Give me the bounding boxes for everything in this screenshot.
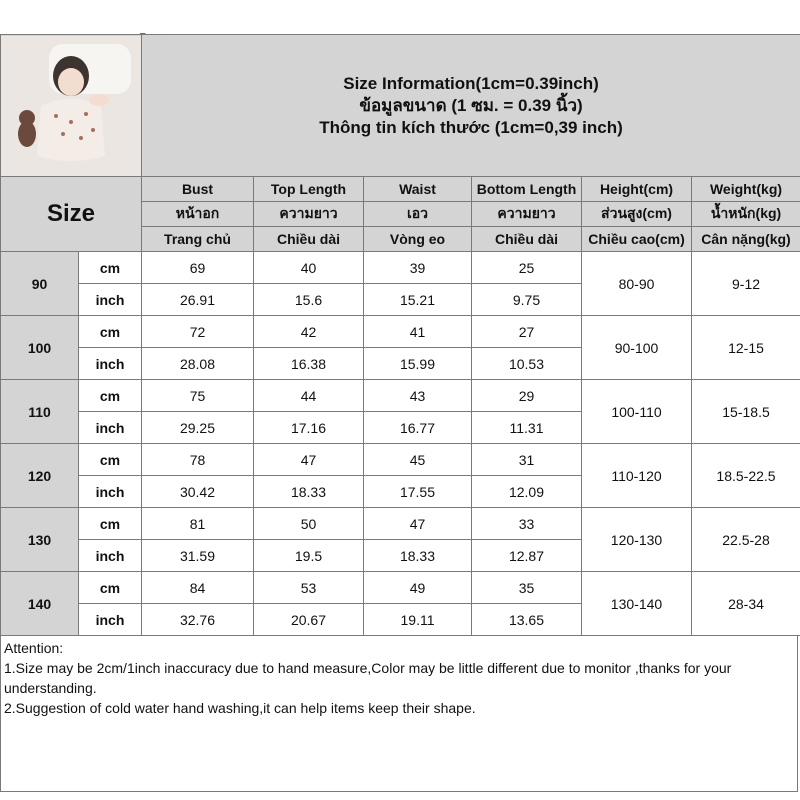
- cm-measurement-cell: 40: [254, 252, 364, 284]
- cm-measurement-cell: 75: [142, 380, 254, 412]
- cm-measurement-cell: 42: [254, 316, 364, 348]
- cm-measurement-cell: 49: [364, 572, 472, 604]
- product-photo: [1, 36, 141, 176]
- inch-measurement-cell: 28.08: [142, 348, 254, 380]
- height-range-cell: 90-100: [582, 316, 692, 380]
- table-row: [1, 252, 800, 284]
- inch-measurement-cell: 18.33: [254, 476, 364, 508]
- col-height-th: ส่วนสูง(cm): [582, 202, 692, 227]
- col-top-length-vi: Chiều dài: [254, 227, 364, 252]
- cm-measurement-cell: 33: [472, 508, 582, 540]
- size-value: 130: [1, 508, 79, 572]
- weight-range-cell: 15-18.5: [692, 380, 800, 444]
- col-bust-en: Bust: [142, 177, 254, 202]
- child-sleeping-photo: [1, 36, 141, 176]
- cm-measurement-cell: 53: [254, 572, 364, 604]
- cm-measurement-cell: 72: [142, 316, 254, 348]
- cm-measurement-cell: 50: [254, 508, 364, 540]
- inch-measurement-cell: 26.91: [142, 284, 254, 316]
- title-vietnamese: Thông tin kích thước (1cm=0,39 inch): [319, 117, 623, 137]
- weight-range-cell: 22.5-28: [692, 508, 800, 572]
- cm-measurement-cell: 47: [254, 444, 364, 476]
- table-row: [1, 380, 800, 412]
- col-weight-en: Weight(kg): [692, 177, 800, 202]
- col-waist-en: Waist: [364, 177, 472, 202]
- height-range-cell: 110-120: [582, 444, 692, 508]
- product-photo-cell: [1, 35, 142, 177]
- notes-line-2: 2.Suggestion of cold water hand washing,it can help items keep their shape.: [4, 700, 476, 716]
- cm-measurement-cell: 45: [364, 444, 472, 476]
- unit-inch-label: inch: [79, 348, 142, 380]
- col-bottom-length-en: Bottom Length: [472, 177, 582, 202]
- inch-measurement-cell: 31.59: [142, 540, 254, 572]
- unit-cm-label: cm: [79, 316, 142, 348]
- cm-measurement-cell: 44: [254, 380, 364, 412]
- inch-measurement-cell: 17.55: [364, 476, 472, 508]
- inch-measurement-cell: 29.25: [142, 412, 254, 444]
- inch-measurement-cell: 12.09: [472, 476, 582, 508]
- cm-measurement-cell: 41: [364, 316, 472, 348]
- cm-measurement-cell: 47: [364, 508, 472, 540]
- notes-line-1: 1.Size may be 2cm/1inch inaccuracy due to hand measure,Color may be little different due to monitor ,thanks for your understanding.: [4, 660, 732, 696]
- cm-measurement-cell: 78: [142, 444, 254, 476]
- size-value: 140: [1, 572, 79, 636]
- table-row: [1, 444, 800, 476]
- weight-range-cell: 9-12: [692, 252, 800, 316]
- cm-measurement-cell: 25: [472, 252, 582, 284]
- col-waist-th: เอว: [364, 202, 472, 227]
- cm-measurement-cell: 81: [142, 508, 254, 540]
- height-range-cell: 130-140: [582, 572, 692, 636]
- inch-measurement-cell: 15.99: [364, 348, 472, 380]
- col-waist-vi: Vòng eo: [364, 227, 472, 252]
- inch-measurement-cell: 30.42: [142, 476, 254, 508]
- title-row: [1, 35, 800, 177]
- cm-measurement-cell: 43: [364, 380, 472, 412]
- inch-measurement-cell: 15.6: [254, 284, 364, 316]
- header-row-en: [1, 177, 800, 202]
- col-weight-th: น้ำหนัก(kg): [692, 202, 800, 227]
- size-value: 120: [1, 444, 79, 508]
- table-row: [1, 572, 800, 604]
- col-top-length-en: Top Length: [254, 177, 364, 202]
- inch-measurement-cell: 18.33: [364, 540, 472, 572]
- inch-measurement-cell: 20.67: [254, 604, 364, 636]
- notes-heading: Attention:: [4, 640, 64, 656]
- inch-measurement-cell: 12.87: [472, 540, 582, 572]
- col-bottom-length-vi: Chiều dài: [472, 227, 582, 252]
- cm-measurement-cell: 27: [472, 316, 582, 348]
- col-weight-vi: Cân nặng(kg): [692, 227, 800, 252]
- inch-measurement-cell: 32.76: [142, 604, 254, 636]
- height-range-cell: 100-110: [582, 380, 692, 444]
- inch-measurement-cell: 16.77: [364, 412, 472, 444]
- inch-measurement-cell: 16.38: [254, 348, 364, 380]
- cm-measurement-cell: 84: [142, 572, 254, 604]
- size-chart: [0, 34, 800, 636]
- unit-cm-label: cm: [79, 252, 142, 284]
- cm-measurement-cell: 29: [472, 380, 582, 412]
- col-bottom-length-th: ความยาว: [472, 202, 582, 227]
- inch-measurement-cell: 15.21: [364, 284, 472, 316]
- col-bust-vi: Trang chủ: [142, 227, 254, 252]
- unit-inch-label: inch: [79, 284, 142, 316]
- attention-notes: [0, 636, 798, 792]
- weight-range-cell: 28-34: [692, 572, 800, 636]
- col-height-en: Height(cm): [582, 177, 692, 202]
- col-bust-th: หน้าอก: [142, 202, 254, 227]
- cm-measurement-cell: 39: [364, 252, 472, 284]
- unit-cm-label: cm: [79, 508, 142, 540]
- cm-measurement-cell: 31: [472, 444, 582, 476]
- col-top-length-th: ความยาว: [254, 202, 364, 227]
- unit-inch-label: inch: [79, 540, 142, 572]
- unit-inch-label: inch: [79, 604, 142, 636]
- height-range-cell: 80-90: [582, 252, 692, 316]
- unit-inch-label: inch: [79, 476, 142, 508]
- inch-measurement-cell: 17.16: [254, 412, 364, 444]
- table-row: [1, 508, 800, 540]
- weight-range-cell: 18.5-22.5: [692, 444, 800, 508]
- unit-cm-label: cm: [79, 444, 142, 476]
- title-thai: ข้อมูลขนาด (1 ซม. = 0.39 นิ้ว): [359, 95, 583, 115]
- size-information-title: [142, 35, 800, 177]
- inch-measurement-cell: 10.53: [472, 348, 582, 380]
- size-heading: Size: [1, 177, 142, 252]
- unit-cm-label: cm: [79, 572, 142, 604]
- weight-range-cell: 12-15: [692, 316, 800, 380]
- size-value: 110: [1, 380, 79, 444]
- col-height-vi: Chiều cao(cm): [582, 227, 692, 252]
- inch-measurement-cell: 13.65: [472, 604, 582, 636]
- size-value: 90: [1, 252, 79, 316]
- table-row: [1, 316, 800, 348]
- inch-measurement-cell: 11.31: [472, 412, 582, 444]
- height-range-cell: 120-130: [582, 508, 692, 572]
- size-table: [0, 34, 800, 636]
- size-value: 100: [1, 316, 79, 380]
- inch-measurement-cell: 9.75: [472, 284, 582, 316]
- title-english: Size Information(1cm=0.39inch): [343, 73, 599, 93]
- cm-measurement-cell: 35: [472, 572, 582, 604]
- inch-measurement-cell: 19.5: [254, 540, 364, 572]
- unit-cm-label: cm: [79, 380, 142, 412]
- unit-inch-label: inch: [79, 412, 142, 444]
- inch-measurement-cell: 19.11: [364, 604, 472, 636]
- cm-measurement-cell: 69: [142, 252, 254, 284]
